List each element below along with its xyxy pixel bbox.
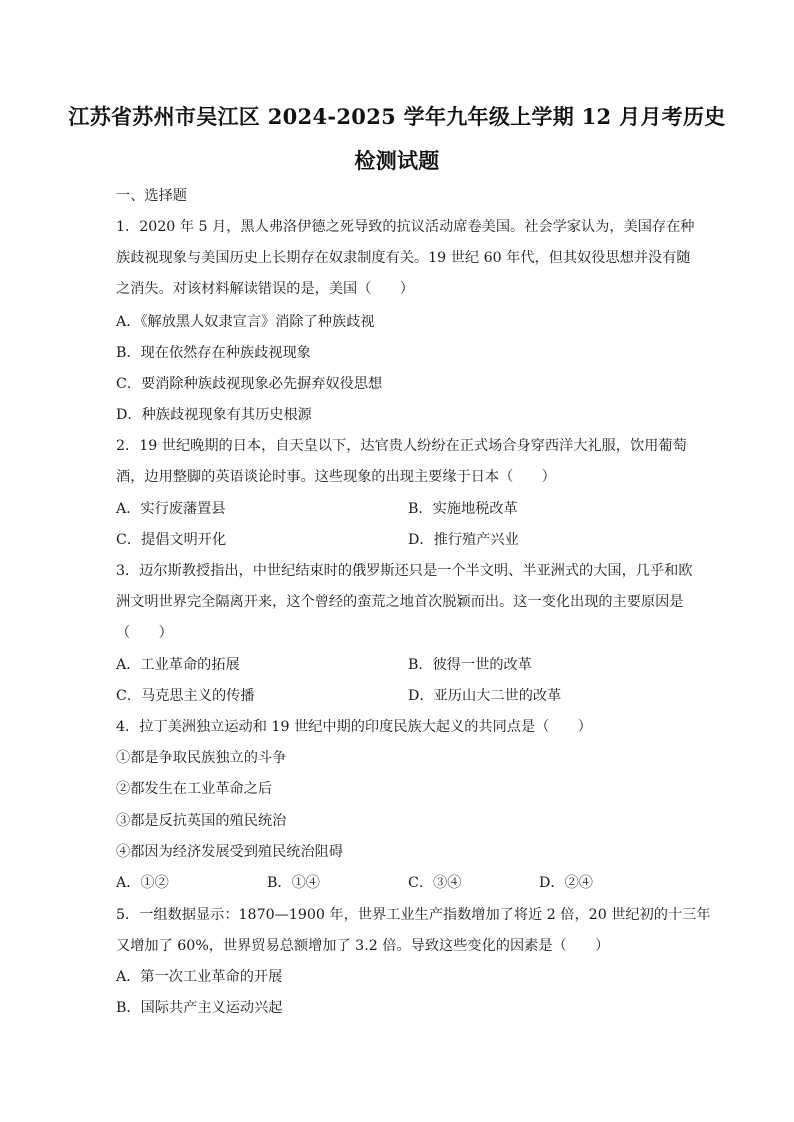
question-1-stem-line-2: 族歧视现象与美国历史上长期存在奴隶制度有关。19 世纪 60 年代，但其奴役思想并没有随 <box>116 250 691 266</box>
question-1-stem-line-3: 之消失。对该材料解读错误的是，美国（ ） <box>116 281 414 297</box>
question-1-option-a: A．《解放黑人奴隶宣言》消除了种族歧视 <box>116 314 375 330</box>
section-heading: 一、选择题 <box>116 188 187 204</box>
question-3-stem-line-1: 3．迈尔斯教授指出，中世纪结束时的俄罗斯还只是一个半文明、半亚洲式的大国，几乎和欧 <box>116 563 693 579</box>
question-4-option-d: D．②④ <box>539 875 593 891</box>
question-4-option-c: C．③④ <box>408 875 462 891</box>
question-2-stem-line-2: 酒，边用整脚的英语谈论时事。这些现象的出现主要缘于日本（ ） <box>116 469 556 485</box>
question-5-stem-line-1: 5．一组数据显示：1870—1900 年，世界工业生产指数增加了将近 2 倍，20 世纪初的十三年 <box>116 907 711 923</box>
question-3-stem-line-2: 洲文明世界完全隔离开来，这个曾经的蛮荒之地首次脱颖而出。这一变化出现的主要原因是 <box>116 594 684 610</box>
question-5-option-a: A．第一次工业革命的开展 <box>116 969 283 985</box>
question-2-option-d: D．推行殖产兴业 <box>408 532 519 548</box>
question-3-option-b: B．彼得一世的改革 <box>408 657 532 673</box>
question-3-option-d: D．亚历山大二世的改革 <box>408 688 562 704</box>
question-5-stem-line-2: 又增加了 60%，世界贸易总额增加了 3.2 倍。导致这些变化的因素是（ ） <box>116 938 610 954</box>
question-1-option-b: B．现在依然存在种族歧视现象 <box>116 345 311 361</box>
question-1-option-d: D．种族歧视现象有其历史根源 <box>116 407 312 423</box>
question-4-statement-3: ③都是反抗英国的殖民统治 <box>116 813 287 829</box>
question-4-statement-2: ②都发生在工业革命之后 <box>116 781 273 797</box>
question-2-option-a: A．实行废藩置县 <box>116 501 226 517</box>
question-4-option-a: A．①② <box>116 875 169 891</box>
question-3-option-a: A．工业革命的拓展 <box>116 657 240 673</box>
question-4-statement-1: ①都是争取民族独立的斗争 <box>116 750 287 766</box>
question-2-stem-line-1: 2．19 世纪晚期的日本，自天皇以下，达官贵人纷纷在正式场合身穿西洋大礼服，饮用葡萄 <box>116 438 687 454</box>
page-title: 江苏省苏州市吴江区 2024-2025 学年九年级上学期 12 月月考历史 <box>68 104 726 129</box>
question-4-option-b: B．①④ <box>267 875 320 891</box>
question-1-option-c: C．要消除种族歧视现象必先摒弃奴役思想 <box>116 376 383 392</box>
question-3-option-c: C．马克思主义的传播 <box>116 688 255 704</box>
question-1-stem-line-1: 1．2020 年 5 月，黑人弗洛伊德之死导致的抗议活动席卷美国。社会学家认为，美国存在种 <box>116 219 695 235</box>
question-3-stem-line-3: （ ） <box>116 625 173 641</box>
question-4-stem-line-1: 4．拉丁美洲独立运动和 19 世纪中期的印度民族大起义的共同点是（ ） <box>116 719 592 735</box>
question-5-option-b: B．国际共产主义运动兴起 <box>116 1000 283 1016</box>
question-2-option-c: C．提倡文明开化 <box>116 532 227 548</box>
page-subtitle: 检测试题 <box>354 148 440 173</box>
question-2-option-b: B．实施地税改革 <box>408 501 518 517</box>
question-4-statement-4: ④都因为经济发展受到殖民统治阻碍 <box>116 844 344 860</box>
